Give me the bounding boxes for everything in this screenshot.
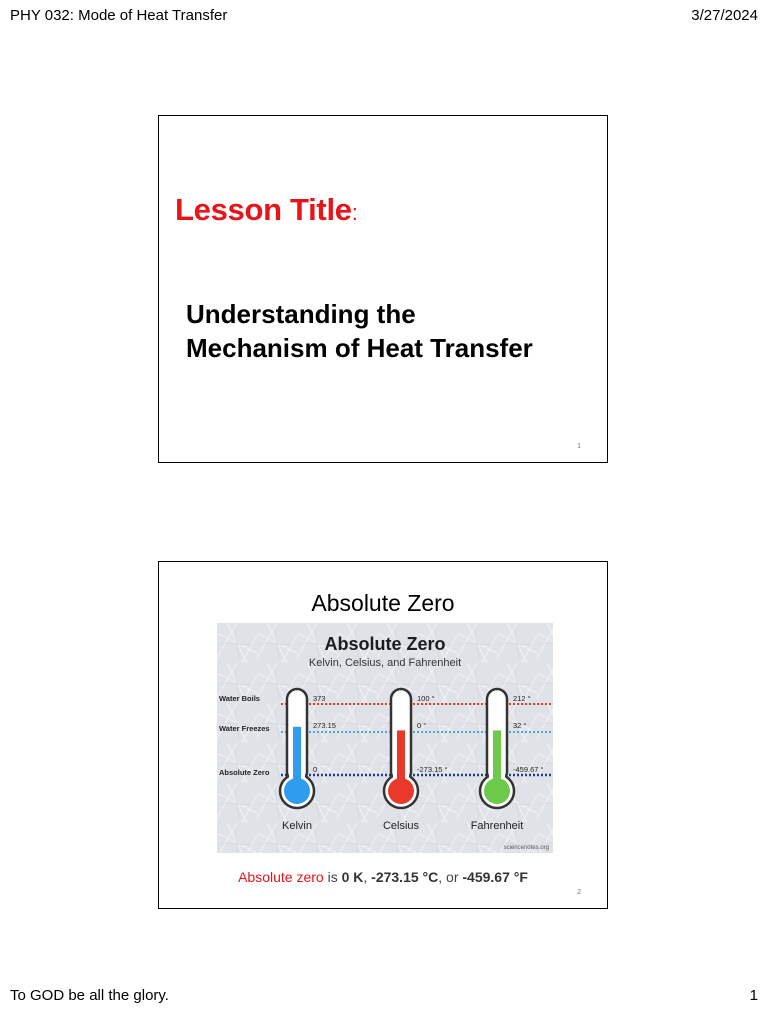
caption-sep-1: , bbox=[363, 869, 372, 885]
lesson-title-colon: : bbox=[351, 200, 358, 225]
thermometer-fill bbox=[397, 730, 405, 782]
caption-term: Absolute zero bbox=[238, 869, 324, 885]
caption-celsius-value: -273.15 °C bbox=[371, 869, 439, 885]
value-boils-fahrenheit: 212 ° bbox=[513, 694, 531, 703]
thermometer-bulb bbox=[484, 778, 510, 804]
figure-credit: sciencenotes.org bbox=[503, 845, 549, 851]
figure-subtitle: Kelvin, Celsius, and Fahrenheit bbox=[308, 657, 462, 669]
main-title-line-2: Mechanism of Heat Transfer bbox=[186, 333, 533, 363]
header-date: 3/27/2024 bbox=[691, 7, 758, 24]
main-title-line-1: Understanding the bbox=[186, 299, 416, 329]
scale-label-kelvin: Kelvin bbox=[282, 820, 312, 832]
slide-title: Absolute Zero bbox=[311, 590, 455, 616]
lesson-title-label bbox=[175, 192, 358, 228]
header-course-title: PHY 032: Mode of Heat Transfer bbox=[10, 7, 228, 24]
thermometer-bulb bbox=[284, 778, 310, 804]
caption-kelvin-value: 0 K bbox=[341, 869, 364, 885]
row-label-water-freezes: Water Freezes bbox=[219, 724, 270, 733]
caption-text-or: , or bbox=[438, 869, 463, 885]
absolute-zero-figure bbox=[217, 623, 553, 853]
absolute-zero-caption bbox=[159, 869, 607, 885]
value-zero-kelvin: 0 bbox=[313, 765, 318, 774]
value-zero-fahrenheit: -459.67 ° bbox=[513, 765, 544, 774]
row-label-water-boils: Water Boils bbox=[219, 694, 260, 703]
thermometer-fill bbox=[293, 727, 301, 782]
lesson-title-text: Lesson Title bbox=[175, 192, 352, 227]
lesson-main-title bbox=[186, 297, 606, 365]
slide-number: 2 bbox=[577, 889, 581, 896]
caption-text-is: is bbox=[323, 869, 342, 885]
value-freezes-fahrenheit: 32 ° bbox=[513, 721, 527, 730]
value-freezes-celsius: 0 ° bbox=[417, 721, 427, 730]
slide-2 bbox=[158, 561, 608, 909]
row-label-absolute-zero: Absolute Zero bbox=[219, 768, 270, 777]
value-boils-kelvin: 373 bbox=[313, 694, 326, 703]
scale-label-celsius: Celsius bbox=[382, 820, 420, 832]
slide-number: 1 bbox=[577, 443, 581, 450]
thermometer-bulb bbox=[388, 778, 414, 804]
thermometer-fill bbox=[493, 730, 501, 782]
slide-1 bbox=[158, 115, 608, 463]
thermometer-illustration bbox=[217, 623, 553, 853]
value-zero-celsius: -273.15 ° bbox=[417, 765, 448, 774]
scale-label-fahrenheit: Fahrenheit bbox=[470, 820, 524, 832]
footer-page-number: 1 bbox=[749, 987, 758, 1004]
value-boils-celsius: 100 ° bbox=[417, 694, 435, 703]
figure-title: Absolute Zero bbox=[324, 634, 446, 654]
value-freezes-kelvin: 273.15 bbox=[313, 721, 336, 730]
caption-fahrenheit-value: -459.67 °F bbox=[462, 869, 528, 885]
footer-motto: To GOD be all the glory. bbox=[10, 987, 169, 1004]
